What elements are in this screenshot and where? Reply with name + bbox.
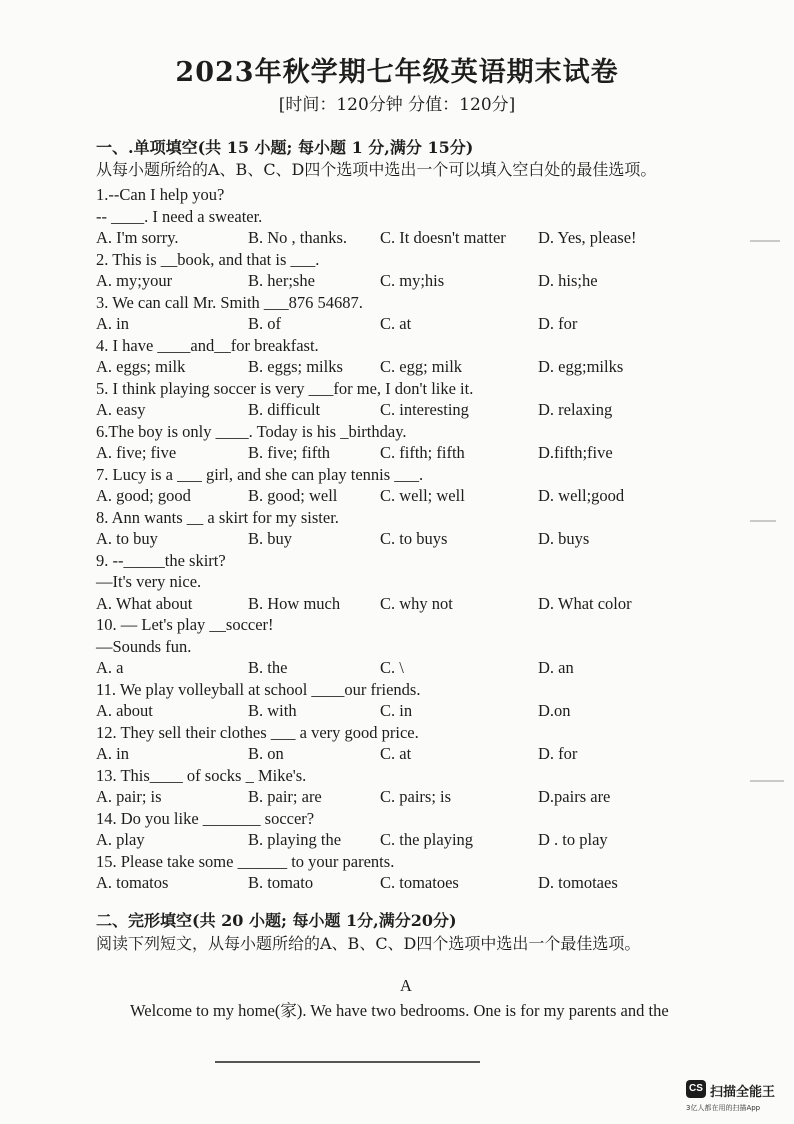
- question-stem: 15. Please take some ______ to your parents.: [96, 851, 395, 871]
- answer-option: D. relaxing: [538, 400, 613, 419]
- bleed-mark: [750, 780, 784, 782]
- answer-option: C. It doesn't matter: [380, 228, 506, 247]
- answer-option: D . to play: [538, 830, 608, 849]
- answer-option: A. easy: [96, 400, 146, 419]
- question-stem: 3. We can call Mr. Smith ___876 54687.: [96, 292, 363, 312]
- answer-option: B. five; fifth: [248, 443, 331, 462]
- question-stem: 4. I have ____and__for breakfast.: [96, 335, 319, 355]
- answer-option: B. No , thanks.: [248, 228, 347, 247]
- answer-option: A. I'm sorry.: [96, 228, 179, 247]
- answer-option: A. tomatos: [96, 873, 169, 892]
- question-stem: -- ____. I need a sweater.: [96, 206, 263, 226]
- answer-option: C. the playing: [380, 830, 474, 849]
- answer-option: C. fifth; fifth: [380, 443, 465, 462]
- answer-option: A. my;your: [96, 271, 173, 290]
- answer-option: D. tomotaes: [538, 873, 618, 892]
- answer-option: B. tomato: [248, 873, 314, 892]
- question-stem: 8. Ann wants __ a skirt for my sister.: [96, 507, 339, 527]
- answer-option: D.on: [538, 701, 571, 720]
- answer-option: A. in: [96, 744, 129, 763]
- answer-option: B. the: [248, 658, 288, 677]
- answer-option: B. buy: [248, 529, 293, 548]
- scanner-watermark: [686, 1080, 786, 1116]
- answer-option: C. egg; milk: [380, 357, 463, 376]
- question-stem: 2. This is __book, and that is ___.: [96, 249, 320, 269]
- question-stem: 12. They sell their clothes ___ a very good price.: [96, 722, 419, 742]
- answer-option: A. pair; is: [96, 787, 162, 806]
- answer-option: D.pairs are: [538, 787, 611, 806]
- question-stem: 7. Lucy is a ___ girl, and she can play tennis ___.: [96, 464, 424, 484]
- answer-option: C. at: [380, 314, 412, 333]
- answer-option: A. about: [96, 701, 153, 720]
- answer-option: B. with: [248, 701, 297, 720]
- bleed-mark: [750, 520, 776, 522]
- answer-option: D. Yes, please!: [538, 228, 637, 247]
- answer-option: B. on: [248, 744, 284, 763]
- answer-option: B. eggs; milks: [248, 357, 343, 376]
- answer-option: A. play: [96, 830, 145, 849]
- question-stem: 10. — Let's play __soccer!: [96, 615, 274, 634]
- answer-option: B. pair; are: [248, 787, 322, 806]
- answer-option: A. a: [96, 658, 124, 677]
- camscanner-logo-icon: CS: [686, 1080, 706, 1098]
- answer-option: A. good; good: [96, 486, 191, 505]
- answer-option: C. in: [380, 701, 413, 720]
- watermark-name: 扫描全能王: [710, 1085, 776, 1100]
- answer-option: B. How much: [248, 593, 341, 613]
- answer-option: D. well;good: [538, 486, 625, 505]
- answer-option: A. What about: [96, 593, 193, 613]
- answer-option: D. egg;milks: [538, 357, 624, 376]
- section1-heading: 一、.单项填空(共 15 小题; 每小题 1 分,满分 15分): [96, 138, 474, 157]
- answer-option: C. why not: [380, 593, 453, 613]
- answer-option: B. her;she: [248, 271, 315, 290]
- passage-label: A: [400, 976, 412, 995]
- answer-option: A. five; five: [96, 443, 177, 462]
- exam-time-score: [时间：120分钟 分值：120分]: [278, 95, 516, 115]
- question-stem: —Sounds fun.: [96, 636, 192, 656]
- answer-option: C. tomatoes: [380, 873, 459, 892]
- answer-option: C. interesting: [380, 400, 469, 419]
- watermark-tagline: 3亿人都在用的扫描App: [686, 1104, 761, 1112]
- scan-divider: [215, 1061, 480, 1063]
- answer-option: C. pairs; is: [380, 787, 452, 806]
- answer-option: D. for: [538, 314, 578, 333]
- answer-option: A. in: [96, 314, 129, 333]
- section2-instruction: 阅读下列短文，从每小题所给的A、B、C、D四个选项中选出一个最佳选项。: [96, 934, 641, 953]
- section2-heading: 二、完形填空(共 20 小题; 每小题 1分,满分20分): [96, 911, 457, 930]
- passage-text: Welcome to my home(家). We have two bedrooms. One is for my parents and the: [130, 1001, 669, 1020]
- answer-option: D.fifth;five: [538, 443, 613, 462]
- bleed-mark: [750, 240, 780, 242]
- answer-option: B. difficult: [248, 400, 321, 419]
- question-stem: 6.The boy is only ____. Today is his _birthday.: [96, 421, 407, 441]
- answer-option: D. for: [538, 744, 578, 763]
- answer-option: C. to buys: [380, 529, 448, 548]
- question-stem: 9. --_____the skirt?: [96, 550, 226, 570]
- answer-option: A. to buy: [96, 529, 158, 548]
- answer-option: C. \: [380, 658, 404, 677]
- answer-option: D. his;he: [538, 271, 598, 290]
- answer-option: B. good; well: [248, 486, 338, 505]
- exam-title: 2023年秋学期七年级英语期末试卷: [175, 57, 619, 88]
- question-stem: 1.--Can I help you?: [96, 185, 225, 204]
- question-stem: —It's very nice.: [96, 572, 202, 591]
- question-stem: 14. Do you like _______ soccer?: [96, 808, 315, 828]
- question-stem: 11. We play volleyball at school ____our friends.: [96, 679, 421, 699]
- section1-instruction: 从每小题所给的A、B、C、D四个选项中选出一个可以填入空白处的最佳选项。: [96, 160, 657, 179]
- answer-option: B. of: [248, 314, 281, 333]
- question-stem: 13. This____ of socks _ Mike's.: [96, 765, 307, 785]
- answer-option: D. buys: [538, 529, 590, 548]
- answer-option: D. What color: [538, 593, 632, 613]
- answer-option: C. my;his: [380, 271, 445, 290]
- answer-option: C. well; well: [380, 486, 465, 505]
- question-stem: 5. I think playing soccer is very ___for me, I don't like it.: [96, 378, 474, 398]
- answer-option: D. an: [538, 658, 574, 677]
- answer-option: B. playing the: [248, 830, 342, 849]
- answer-option: C. at: [380, 744, 412, 763]
- answer-option: A. eggs; milk: [96, 357, 186, 376]
